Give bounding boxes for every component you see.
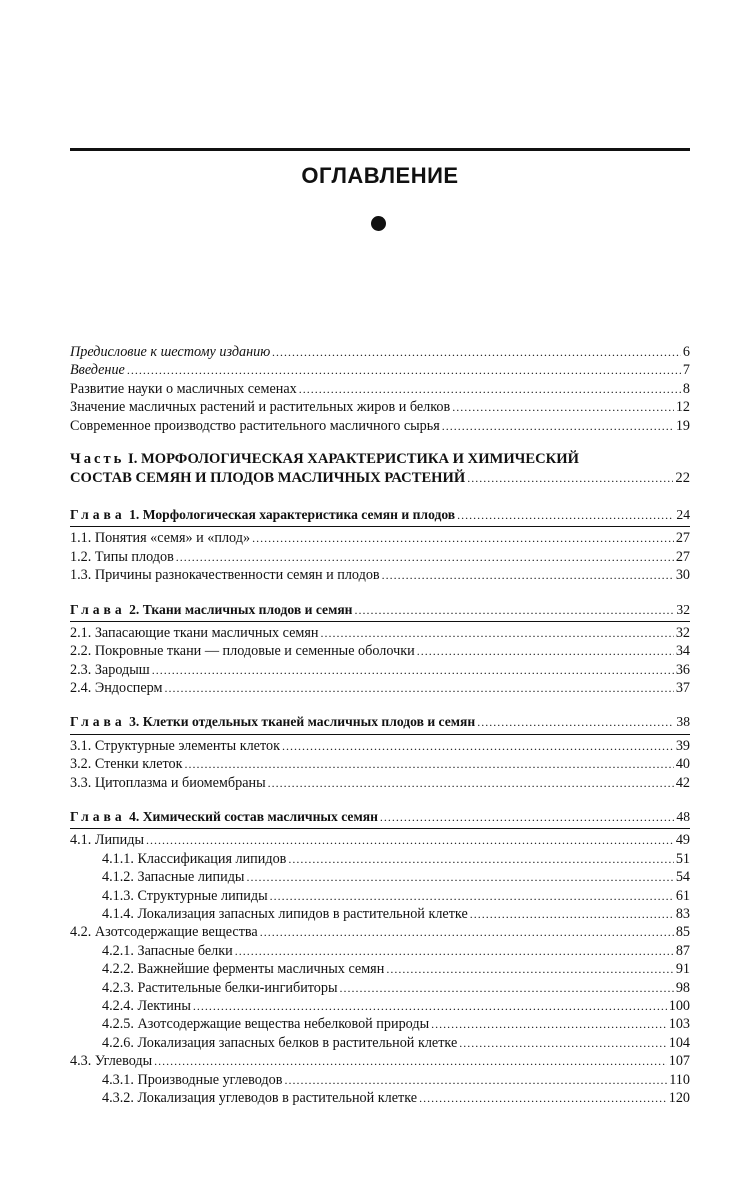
toc-entry-page: 87	[675, 942, 690, 959]
chapter-label: Глава	[70, 714, 126, 730]
leader-dots	[320, 624, 673, 642]
leader-dots	[165, 679, 674, 697]
toc-entry-page: 42	[675, 774, 690, 791]
toc-entry[interactable]	[70, 850, 690, 868]
leader-dots	[193, 997, 667, 1015]
toc-entry-page: 107	[668, 1053, 690, 1070]
toc-entry[interactable]	[70, 923, 690, 941]
toc-entry-title: 2.3. Зародыш	[70, 661, 150, 678]
toc-entry-title: 1.2. Типы плодов	[70, 548, 174, 565]
part-label: Часть	[70, 450, 125, 467]
toc-entry-page: 32	[675, 624, 690, 641]
toc-entry[interactable]	[70, 887, 690, 905]
toc-entry-page: 91	[675, 961, 690, 978]
toc-entry-title: 4.3.1. Производные углеводов	[102, 1071, 283, 1088]
toc-chapter-2[interactable]	[70, 601, 690, 619]
toc-entry[interactable]	[70, 979, 690, 997]
leader-dots	[299, 380, 681, 398]
leader-dots	[382, 566, 674, 584]
toc-entry-page: 12	[675, 399, 690, 416]
toc-chapter-4[interactable]	[70, 808, 690, 826]
toc-entry[interactable]	[70, 737, 690, 755]
leader-dots	[185, 755, 674, 773]
toc-entry-title: 4.3. Углеводы	[70, 1053, 153, 1070]
leader-dots	[272, 343, 681, 361]
chapter-divider	[70, 734, 690, 735]
toc-entry-title: 4.1.2. Запасные липиды	[102, 869, 245, 886]
toc-entry-title: 2.4. Эндосперм	[70, 680, 163, 697]
toc-entry-page: 6	[682, 344, 690, 360]
toc-entry-page: 48	[676, 809, 690, 825]
toc-entry-title: 4.1.1. Классификация липидов	[102, 850, 287, 867]
toc-entry[interactable]	[70, 679, 690, 697]
chapter-divider	[70, 828, 690, 829]
toc-entry[interactable]	[70, 661, 690, 679]
chapter-title: 1. Морфологическая характеристика семян и плодов	[129, 506, 456, 522]
toc-entry[interactable]	[70, 1071, 690, 1089]
part-title-line1: I. МОРФОЛОГИЧЕСКАЯ ХАРАКТЕРИСТИКА И ХИМИЧЕСКИЙ	[128, 450, 579, 467]
toc-entry-page: 19	[675, 417, 690, 434]
leader-dots	[154, 1052, 667, 1070]
chapter-divider	[70, 526, 690, 527]
chapter-title: 3. Клетки отдельных тканей масличных плодов и семян	[129, 714, 476, 730]
toc-entry[interactable]	[70, 1034, 690, 1052]
toc-entry-title: 4.3.2. Локализация углеводов в растительной клетке	[102, 1089, 418, 1106]
toc-entry-title: 4.2.2. Важнейшие ферменты масличных семян	[102, 961, 385, 978]
toc-entry[interactable]	[70, 942, 690, 960]
toc-entry[interactable]	[70, 417, 690, 435]
toc-entry-page: 120	[668, 1089, 690, 1106]
leader-dots	[260, 923, 674, 941]
toc-entry-title: 4.2.6. Локализация запасных белков в растительной клетке	[102, 1034, 458, 1051]
toc-entry-title: 4.2.5. Азотсодержащие вещества небелковой природы	[102, 1016, 430, 1033]
top-rule	[70, 148, 690, 151]
leader-dots	[127, 361, 681, 379]
toc-entry-title: 4.2.3. Растительные белки-ингибиторы	[102, 979, 338, 996]
toc-entry[interactable]	[70, 1052, 690, 1070]
toc-entry-page: 27	[675, 548, 690, 565]
toc-entry-page: 34	[675, 643, 690, 660]
leader-dots	[355, 601, 675, 619]
toc-entry-preface[interactable]	[70, 343, 690, 361]
toc-entry-title: 4.1.4. Локализация запасных липидов в растительной клетке	[102, 905, 468, 922]
toc-entry[interactable]	[70, 566, 690, 584]
leader-dots	[152, 661, 674, 679]
toc-entry[interactable]	[70, 1089, 690, 1107]
toc-entry[interactable]	[70, 774, 690, 792]
toc-entry-page: 38	[676, 714, 690, 730]
toc-entry[interactable]	[70, 868, 690, 886]
toc-entry[interactable]	[70, 380, 690, 398]
toc-entry-page: 37	[675, 680, 690, 697]
toc-entry-page: 54	[675, 869, 690, 886]
toc-entry-introduction[interactable]	[70, 361, 690, 379]
toc-chapter-3[interactable]	[70, 713, 690, 731]
chapter-label: Глава	[70, 506, 126, 522]
toc-entry-title: 4.2.1. Запасные белки	[102, 942, 233, 959]
toc-entry[interactable]	[70, 642, 690, 660]
toc-entry[interactable]	[70, 624, 690, 642]
toc-entry-page: 85	[675, 924, 690, 941]
toc-entry-title: 1.1. Понятия «семя» и «плод»	[70, 530, 251, 547]
toc-entry-page: 27	[675, 530, 690, 547]
toc-chapter-1[interactable]	[70, 506, 690, 524]
leader-dots	[268, 774, 674, 792]
toc-entry-title: 4.1.3. Структурные липиды	[102, 887, 268, 904]
leader-dots	[284, 1071, 667, 1089]
toc-entry[interactable]	[70, 905, 690, 923]
toc-entry-page: 61	[675, 887, 690, 904]
leader-dots	[442, 417, 674, 435]
leader-dots	[477, 713, 674, 731]
toc-entry-page: 104	[668, 1034, 690, 1051]
leader-dots	[176, 548, 674, 566]
leader-dots	[146, 831, 674, 849]
toc-entry-page: 22	[675, 469, 690, 486]
toc-entry-title: Введение	[70, 362, 125, 379]
leader-dots	[252, 529, 674, 547]
toc-entry-title: 3.1. Структурные элементы клеток	[70, 737, 280, 754]
toc-entry-page: 51	[675, 850, 690, 867]
toc-entry-page: 100	[668, 997, 690, 1014]
leader-dots	[380, 808, 674, 826]
leader-dots	[457, 506, 674, 524]
toc-entry-page: 32	[676, 601, 690, 617]
toc-entry-title: Предисловие к шестому изданию	[70, 344, 271, 360]
toc-entry-page: 83	[675, 905, 690, 922]
toc-entry-page: 36	[675, 661, 690, 678]
leader-dots	[235, 942, 674, 960]
leader-dots	[459, 1034, 666, 1052]
toc-part-1[interactable]	[70, 450, 690, 488]
table-of-contents	[70, 343, 690, 1107]
toc-entry[interactable]	[70, 548, 690, 566]
chapter-divider	[70, 621, 690, 622]
toc-entry-page: 39	[675, 737, 690, 754]
toc-entry-title: Развитие науки о масличных семенах	[70, 380, 297, 397]
chapter-label: Глава	[70, 809, 126, 825]
toc-entry[interactable]	[70, 831, 690, 849]
part-title-line2: СОСТАВ СЕМЯН И ПЛОДОВ МАСЛИЧНЫХ РАСТЕНИЙ	[70, 469, 466, 486]
toc-entry-page: 49	[675, 832, 690, 849]
leader-dots	[386, 960, 674, 978]
toc-entry-title: 4.2.4. Лектины	[102, 997, 191, 1014]
toc-entry-page: 7	[682, 362, 690, 379]
toc-entry[interactable]	[70, 398, 690, 416]
toc-entry-title: 3.3. Цитоплазма и биомембраны	[70, 774, 266, 791]
leader-dots	[467, 469, 673, 488]
chapter-label: Глава	[70, 601, 126, 617]
leader-dots	[288, 850, 673, 868]
toc-entry-title: Современное производство растительного масличного сырья	[70, 417, 440, 434]
page-title: ОГЛАВЛЕНИЕ	[301, 163, 459, 188]
leader-dots	[431, 1015, 667, 1033]
toc-entry-page: 103	[668, 1016, 690, 1033]
toc-entry-title: 4.2. Азотсодержащие вещества	[70, 924, 258, 941]
leader-dots	[340, 979, 674, 997]
toc-entry[interactable]	[70, 529, 690, 547]
leader-dots	[452, 398, 674, 416]
toc-entry-page: 8	[682, 380, 690, 397]
toc-entry-page: 30	[675, 567, 690, 584]
toc-entry[interactable]	[70, 1015, 690, 1033]
chapter-title: 2. Ткани масличных плодов и семян	[129, 601, 353, 617]
toc-entry-title: Значение масличных растений и растительных жиров и белков	[70, 399, 451, 416]
chapter-title: 4. Химический состав масличных семян	[129, 809, 378, 825]
toc-entry-title: 1.3. Причины разнокачественности семян и плодов	[70, 567, 380, 584]
leader-dots	[419, 1089, 667, 1107]
toc-entry[interactable]	[70, 997, 690, 1015]
toc-entry-page: 40	[675, 756, 690, 773]
toc-entry-page: 24	[676, 506, 690, 522]
leader-dots	[282, 737, 674, 755]
toc-entry-page: 98	[675, 979, 690, 996]
toc-entry-title: 3.2. Стенки клеток	[70, 756, 183, 773]
toc-entry-title: 2.1. Запасающие ткани масличных семян	[70, 624, 319, 641]
toc-entry-title: 4.1. Липиды	[70, 832, 144, 849]
toc-entry-title: 2.2. Покровные ткани — плодовые и семенные оболочки	[70, 643, 415, 660]
toc-entry[interactable]	[70, 960, 690, 978]
leader-dots	[417, 642, 674, 660]
toc-entry-page: 110	[669, 1071, 690, 1088]
toc-entry[interactable]	[70, 755, 690, 773]
bullet-ornament	[371, 216, 386, 231]
leader-dots	[270, 887, 674, 905]
leader-dots	[470, 905, 674, 923]
leader-dots	[246, 868, 673, 886]
